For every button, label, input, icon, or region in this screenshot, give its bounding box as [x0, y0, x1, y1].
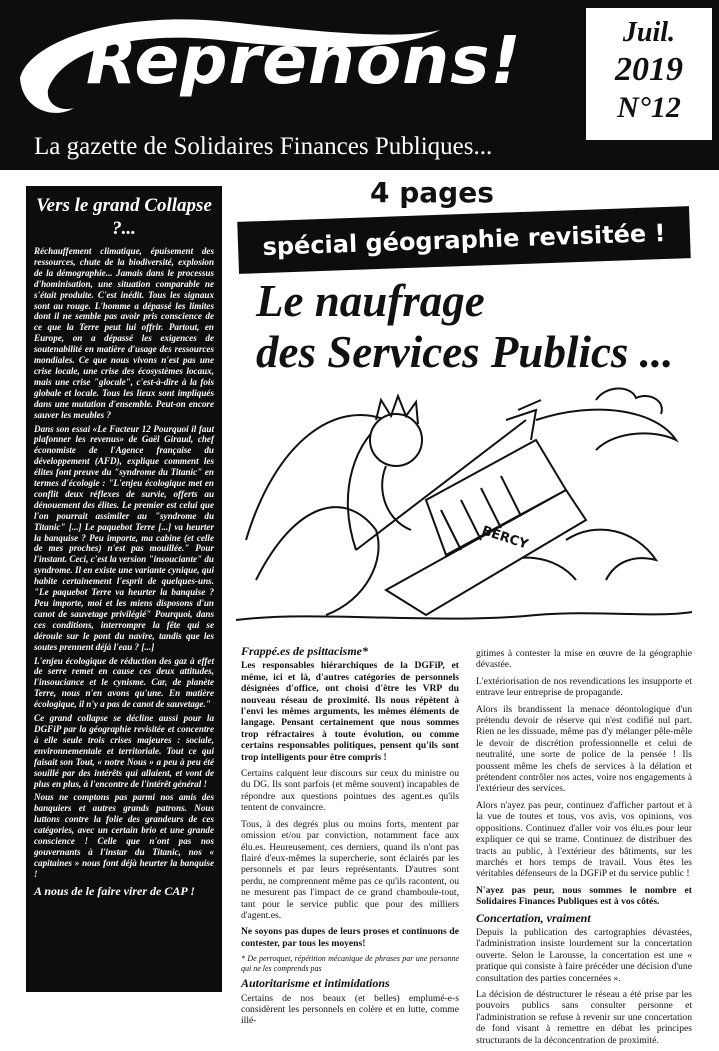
sidebar-paragraph: L'enjeu écologique de réduction des gaz à effet de serre remet en cause ces deux attitudes, l'insouciance et le cynisme. Car, de planète Terre, nous n'en avons qu'une. En matière écologique, il n'y a pas de canot de sauvetage.": [34, 655, 214, 710]
sidebar-paragraph: Nous ne comptons pas parmi nos amis des banquiers et autres grands patrons. Nous luttons contre la folie des grandeurs de ces catégories, avec un certain brio et une grande conscience ! Celle que n'ont pas nos gouvernants à l'instar du Titanic, nos « capitaines » nous font déjà heurter la banquise !: [34, 792, 214, 879]
headline-line-1: Le naufrage: [256, 276, 485, 326]
headline-line-2: des Services Publics ...: [256, 327, 674, 377]
masthead-tagline: La gazette de Solidaires Finances Publiques...: [34, 133, 493, 160]
sidebar-title: Vers le grand Collapse ?...: [36, 195, 212, 239]
feature-banner: [237, 206, 691, 274]
article-heading: Autoritarisme et intimidations: [241, 976, 390, 991]
issue-date-box: [586, 8, 712, 140]
sidebar-paragraph: Réchauffement climatique, épuisement des ressources, chute de la biodiversité, explosion de la démographie... Jamais dans le processus d'hominisation, une situation comparable ne s'était produite. C'est inédit. Tous les signaux sont au rouge. L'homme a dépassé les limites dont il ne semble pas avoir pris conscience de ce que la Terre peut lui offrir. Partout, en Europe, on a dépassé les exigences de soutenabilité en matière d'usage des ressources mondiales. Ce que nous vivons n'est pas une crise locale, une crise des écosystèmes locaux, mais une crise "glocale", c'est-à-dire à la fois globale et locale. Tous les lieux sont impliqués dans une mutation d'ensemble. Peut-on encore sauver les meubles ?: [34, 246, 214, 420]
feature-headline: [256, 276, 673, 378]
article-paragraph: gitimes à contester la mise en œuvre de la géographie dévastée.: [476, 648, 692, 671]
article-paragraph: Ne soyons pas dupes de leurs proses et continuons de contester, par tous les moyens!: [241, 926, 459, 949]
issue-number: N°12: [617, 91, 681, 124]
feature-banner-text: spécial géographie revisitée !: [262, 218, 666, 262]
masthead: [0, 0, 719, 170]
article-footnote: * De perroquet, répétition mécanique de phrases par une personne qui ne les comprends pas: [241, 954, 459, 973]
article-paragraph: Depuis la publication des cartographies dévastées, l'administration insiste lourdement sur la concertation ouverte. Selon le Larousse, la concertation est une « pratique qui consiste à faire précéder une décision d'une consultation des parties concernées ».: [476, 926, 692, 984]
article-paragraph: N'ayez pas peur, nous sommes le nombre et Solidaires Finances Publiques est à vos côtés.: [476, 884, 692, 908]
article-heading: Frappé.es de psittacisme*: [241, 644, 368, 658]
issue-year: 2019: [615, 51, 683, 88]
article-paragraph: Alors n'ayez pas peur, continuez d'afficher partout et à la vue de toutes et tous, vos avis, vos opinions, vos oppositions. Continuez d'aller voir vos élu.es pour leur expliquer ce qui se trame. Continuez de distribuer des tracts au public, à l'extérieur des bâtiments, sur les marchés et hors temps de travail. Vous êtes les véritables défenseurs de la DGFiP et du service public !: [476, 799, 692, 880]
article-paragraph: L'extériorisation de nos revendications les insupporte et entrave leur entreprise de propagande.: [476, 675, 692, 699]
sinking-ship-illustration: [236, 380, 692, 630]
sidebar-closing: A nous de le faire virer de CAP !: [34, 883, 195, 898]
feature-kicker: 4 pages: [370, 176, 494, 209]
sidebar-paragraph: Dans son essai «Le Facteur 12 Pourquoi il faut plafonner les revenus» de Gaël Giraud, chef économiste de l'Agence française du développement (AFD), explique comment les élites font preuve du "syndrome du Titanic" en termes d'écologie : "L'enjeu écologique met en conflit deux réflexes de survie, offerts au dénouement des élites. Le premier est celui que l'on pourrait assimiler au "syndrome du Titanic" [...] Le paquebot Terre [...] va heurter la banquise ? Peu importe, ma cabine (et celle de mes proches) n'est pas mouillée." Pour l'instant. Ceci, c'est la version "insouciante" du syndrome. Il en existe une variante cynique, qui habite certainement l'esprit de quelques-uns. "Le paquebot Terre va heurter la banquise ? Peu importe, moi et les miens disposons d'un canot de sauvetage privilégié" Pourquoi, dans ces conditions, interrompre la fête qui se déroule sur le pont du navire, tandis que les soutes prennent déjà l'eau ? [...]: [34, 423, 214, 652]
article-paragraph: La décision de déstructurer le réseau a été prise par les pouvoirs publics sans consulter personne et l'administration se refuse à revenir sur une concertation de fond visant à remettre en débat les principes structurants de la déconcentration de proximité.: [476, 988, 692, 1046]
article-paragraph: Tous, à des degrés plus ou moins forts, mentent par omission et/ou par conviction, notamment face aux élu.es. Heureusement, ces derniers, quand ils n'ont pas flairé d'eux-mêmes la supercherie, sont éclairés par les personnels et par leurs représentants. D'autres sont perdu, ne comprennent même pas ce qu'ils racontent, ou ne mesurent pas l'impact de ce grand chamboule-tout, tant pour le service public que pour des milliers d'agent.es.: [241, 818, 459, 921]
article-paragraph: Les responsables hiérarchiques de la DGFiP, et même, ici et là, d'autres catégories de personnels désignées d'office, ont choisi d'être les VRP du nouveau réseau de proximité. Ils nous répètent à l'envi les mêmes arguments, les mêmes éléments de langage. Pensant certainement que nous sommes trop réfractaires à toute évolution, ou comme certains responsables politiques, pensent qu'ils sont trop intelligents pour être compris !: [241, 660, 459, 763]
sidebar-paragraph: Ce grand collapse se décline aussi pour la DGFiP par la géographie revisitée et concentre à elle seule trois crises majeures : sociale, environnementale et territoriale. Tout ce qui faisait son Tout, « notre Nous » a peu à peu été souillé par des intérêts qui allaient, et vont de plus en plus, à l'encontre de l'intérêt général !: [34, 713, 214, 789]
boat-label: BERCY: [479, 523, 530, 553]
article-column-1: [241, 646, 459, 1032]
article-heading: Concertation, vraiment: [476, 910, 591, 925]
masthead-logo: Reprenons!: [86, 22, 522, 99]
article-column-2: [476, 648, 692, 1051]
article-paragraph: Certains de nos beaux (et belles) emplumé-e-s considèrent les personnels en colère et en lutte, comme illé-: [241, 992, 459, 1027]
issue-month: Juil.: [622, 17, 676, 48]
editorial-sidebar: [26, 186, 222, 992]
article-paragraph: Alors ils brandissent la menace déontologique d'un prétendu devoir de réserve qui n'est codifié nul part. Rien ne les dissuade, même pas d'y mélanger pêle-mêle le devoir de discrétion professionnelle et celui de neutralité, une sorte de police de la pensée ! Ils poussent même les chefs de services à la délation et prétendent contrôler nos actes, voire nos engagements à l'extérieur des services.: [476, 703, 692, 795]
article-paragraph: Certains calquent leur discours sur ceux du ministre ou du DG. Ils sont parfois (et même souvent) incapables de répondre aux questions pointues des agent.es qu'ils tentent de convaincre.: [241, 768, 459, 814]
